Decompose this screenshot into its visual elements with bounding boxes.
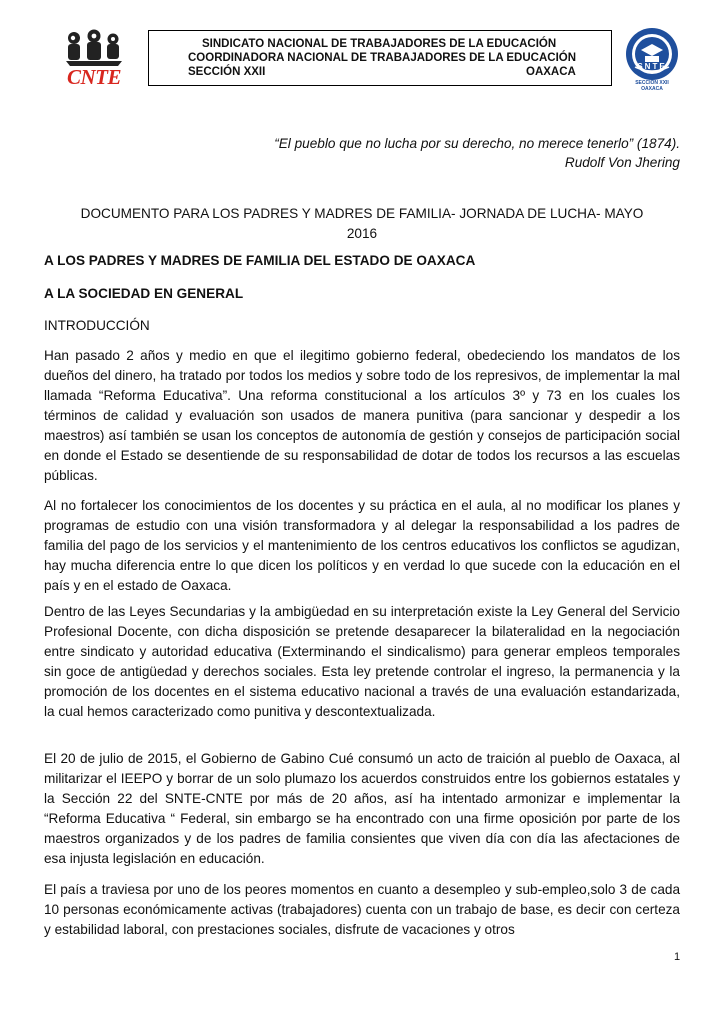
- cnte-logo-text: CNTE: [66, 65, 121, 89]
- header-state: OAXACA: [526, 66, 576, 78]
- paragraph-2: Al no fortalecer los conocimientos de los docentes y su práctica en el aula, al no modificar los planes y programas de estudio con una visión transformadora y al delegar la responsabilidad a los padres de familia del pago de los servicios y el mantenimiento de los centros educativos los conflictos se agudizan, hay mucha diferencia entre lo que dicen los políticos y en verdad lo que sucede con la educación en el país y en el estado de Oaxaca.: [44, 498, 680, 593]
- cnte-logo: [63, 28, 125, 90]
- header-section: SECCIÓN XXII: [188, 66, 266, 78]
- paragraph-1: Han pasado 2 años y medio en que el ilegitimo gobierno federal, obedeciendo los mandatos de los dueños del dinero, ha tratado por todos los medios y sobre todo de los represivos, de implementar la mal llamada “Reforma Educativa”. Una reforma constitucional a los artículos 3º y 73 en los cuales los términos de calidad y evaluación son usados de manera punitiva (para sancionar y despedir a los maestros) así también se usan los conceptos de autonomía de gestión y consejos de participación social en donde el Estado se desentiende de su responsabilidad de dotar de todos los recursos a las escuelas públicas.: [44, 348, 680, 483]
- epigraph-author: Rudolf Von Jhering: [564, 155, 680, 170]
- document-title-line-1: DOCUMENTO PARA LOS PADRES Y MADRES DE FAMILIA- JORNADA DE LUCHA- MAYO: [80, 206, 644, 221]
- header-box: [148, 30, 612, 86]
- header-line-1: SINDICATO NACIONAL DE TRABAJADORES DE LA EDUCACIÓN: [202, 38, 557, 50]
- section-introduction: INTRODUCCIÓN: [44, 318, 150, 333]
- snte-seal-subtext-2: OAXACA: [641, 86, 663, 92]
- heading-society: A LA SOCIEDAD EN GENERAL: [44, 286, 244, 301]
- paragraph-4: El 20 de julio de 2015, el Gobierno de Gabino Cué consumó un acto de traición al pueblo de Oaxaca, al militarizar el IEEPO y borrar de un solo plumazo los acuerdos construidos entre los gobiernos estatales y la Sección 22 del SNTE-CNTE por más de 20 años, así ha intentado armonizar e implementar la “Reforma Educativa “ Federal, sin embargo se ha encontrado con una firme oposición por parte de los maestros organizados y de los padres de familia consientes que viven día con día las afectaciones de esa injusta legislación en educación.: [44, 751, 680, 866]
- epigraph-quote: “El pueblo que no lucha por su derecho, no merece tenerlo” (1874).: [274, 136, 680, 151]
- snte-seal-text: SNTE: [637, 62, 667, 71]
- paragraph-3: Dentro de las Leyes Secundarias y la ambigüedad en su interpretación existe la Ley General del Servicio Profesional Docente, con dicha disposición se pretende desaparecer la bilateralidad en la negociación entre sindicato y autoridad educativa (Exterminando el sindicalismo) para generar empleos temporales sin goce de antigüedad y derechos sociales. Esta ley pretende controlar el ingreso, la permanencia y la promoción de los docentes en el sistema educativo nacional a través de una evaluación estandarizada, la cual hemos caracterizado como punitiva y descontextualizada.: [44, 604, 680, 719]
- header-line-2: COORDINADORA NACIONAL DE TRABAJADORES DE LA EDUCACIÓN: [188, 52, 577, 64]
- heading-parents: A LOS PADRES Y MADRES DE FAMILIA DEL ESTADO DE OAXACA: [44, 253, 476, 268]
- snte-seal-subtext: SECCION XXII: [635, 80, 669, 86]
- document-title: [40, 204, 684, 244]
- paragraph-5: El país a traviesa por uno de los peores momentos en cuanto a desempleo y sub-empleo,solo 3 de cada 10 personas económicamente activas (trabajadores) cuenta con un trabajo de base, es decir con certeza y estabilidad laboral, con prestaciones sociales, disfrute de vacaciones y otros: [44, 882, 680, 937]
- document-title-line-2: 2016: [346, 226, 378, 241]
- snte-seal-logo: [624, 26, 680, 92]
- page-number: 1: [674, 951, 681, 963]
